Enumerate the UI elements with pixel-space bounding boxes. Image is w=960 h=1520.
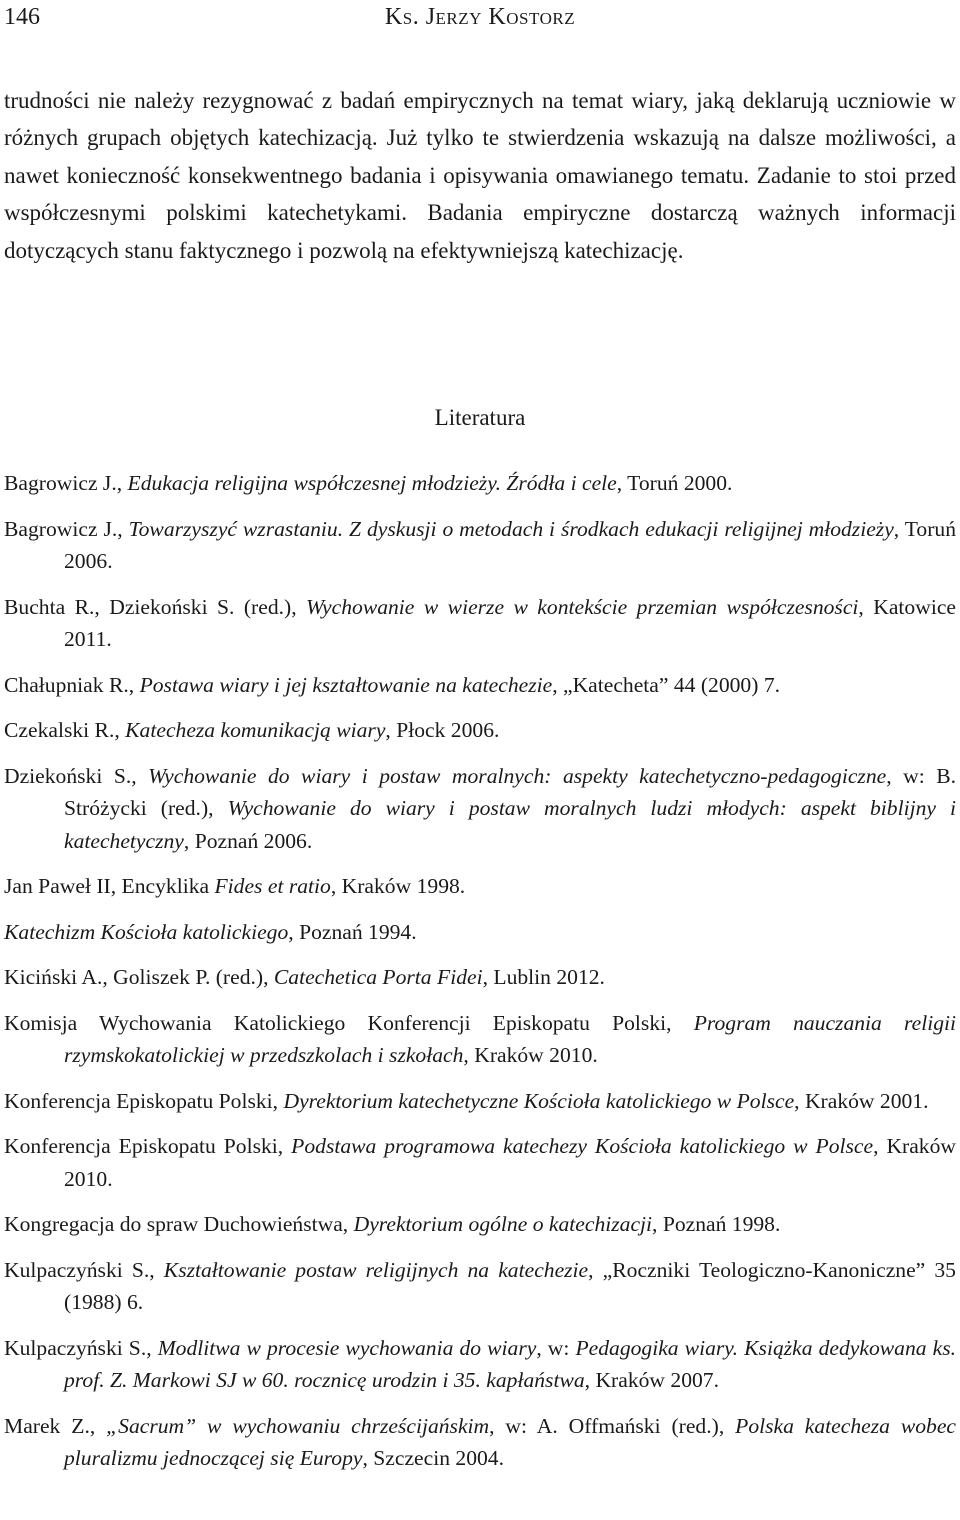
entry-title: „Sacrum” w wychowaniu chrześcijańskim (106, 1413, 490, 1438)
running-head (0, 0, 960, 36)
page-number: 146 (4, 4, 40, 30)
section-heading: Literatura (434, 405, 526, 430)
bibliography-entry (4, 1410, 956, 1475)
entry-title: Pedagogika wiary. Książka dedykowana ks. prof. Z. Markowi SJ w 60. rocznicę urodzin i 35. kapłaństwa (64, 1335, 956, 1392)
entry-text: , Poznań 2006. (183, 828, 313, 853)
entry-text: , w: A. Offmański (red.), (489, 1413, 736, 1438)
entry-title: Wychowanie do wiary i postaw moralnych ludzi młodych: aspekt biblijny i katechetyczny (64, 796, 957, 853)
entry-text: Dziekoński S., (4, 763, 149, 788)
entry-title: Postawa wiary i jej kształtowanie na katechezie (139, 672, 553, 697)
entry-title: Kształtowanie postaw religijnych na katechezie (163, 1257, 589, 1282)
entry-text: , w: (536, 1335, 576, 1360)
bibliography-entry (4, 1332, 956, 1397)
entry-text: , Poznań 1998. (652, 1212, 781, 1236)
entry-title: Wychowanie w wierze w kontekście przemian współczesności (306, 594, 859, 619)
entry-text: Jan Paweł II, Encyklika (4, 874, 215, 898)
entry-text: Konferencja Episkopatu Polski, (4, 1134, 292, 1158)
running-title: Ks. Jerzy Kostorz (384, 4, 576, 30)
entry-title: Modlitwa w procesie wychowania do wiary (157, 1335, 537, 1360)
bibliography-entry (4, 1208, 956, 1241)
entry-text: , w: B. Stróżycki (red.), (64, 763, 956, 820)
body-paragraph: trudności nie należy rezygnować z badań empirycznych na temat wiary, jaką deklarują uczniowie w różnych grupach objętych katechizacją. Już tylko te stwierdzenia wskazują na dalsze możliwości, a nawet konieczność konsekwentnego badania i opisywania omawianego tematu. Zadanie to stoi przed współczesnymi polskimi katechetykami. Badania empiryczne dostarczą ważnych informacji dotyczących stanu faktycznego i pozwolą na efektywniejszą katechizację. (4, 88, 956, 263)
bibliography-entry (4, 591, 956, 656)
entry-title: Dyrektorium ogólne o katechizacji (353, 1212, 653, 1236)
entry-title: Fides et ratio (214, 874, 331, 898)
entry-title: Catechetica Porta Fidei (273, 965, 483, 989)
entry-text: Chałupniak R., (4, 672, 140, 697)
entry-text: Kulpaczyński S., (4, 1335, 158, 1360)
bibliography-entry (4, 1085, 956, 1118)
entry-text: Czekalski R., (4, 718, 126, 742)
entry-text: , „Roczniki Teologiczno-Kanoniczne” 35 (1988) 6. (64, 1257, 956, 1314)
entry-text: , „Katecheta” 44 (2000) 7. (552, 672, 781, 697)
bibliography-entry (4, 1130, 956, 1195)
entry-text: , Toruń 2006. (64, 516, 956, 573)
entry-text: , Szczecin 2004. (362, 1446, 504, 1470)
entry-text: , Poznań 1994. (288, 919, 417, 944)
bibliography-entry (4, 1007, 956, 1072)
bibliography-list (4, 467, 956, 1488)
bibliography-entry (4, 669, 956, 702)
entry-text: Komisja Wychowania Katolickiego Konferencji Episkopatu Polski, (4, 1010, 694, 1035)
entry-text: Buchta R., Dziekoński S. (red.), (4, 594, 307, 619)
entry-title: Dyrektorium katechetyczne Kościoła katolickiego w Polsce (283, 1088, 795, 1113)
entry-text: , Kraków 2007. (584, 1368, 719, 1392)
entry-title: Podstawa programowa katechezy Kościoła katolickiego w Polsce (291, 1134, 874, 1158)
entry-text: , Katowice 2011. (64, 594, 956, 651)
entry-text: Konferencja Episkopatu Polski, (4, 1088, 284, 1113)
bibliography-entry (4, 1254, 956, 1319)
bibliography-entry (4, 961, 956, 994)
entry-text: Kongregacja do spraw Duchowieństwa, (4, 1212, 354, 1236)
bibliography-entry (4, 714, 956, 747)
entry-text: Marek Z., (4, 1413, 107, 1438)
entry-title: Edukacja religijna współczesnej młodzieży. Źródła i cele (127, 471, 617, 495)
entry-text: , Kraków 2001. (794, 1088, 929, 1113)
entry-text: Bagrowicz J., (4, 516, 129, 541)
bibliography-entry (4, 513, 956, 578)
bibliography-entry (4, 916, 956, 949)
entry-text: , Kraków 1998. (330, 874, 466, 898)
entry-title: Katechizm Kościoła katolickiego (4, 919, 289, 944)
entry-text: , Płock 2006. (385, 718, 500, 742)
entry-text: , Kraków 2010. (463, 1043, 598, 1067)
entry-title: Wychowanie do wiary i postaw moralnych: aspekty katechetyczno-pedagogiczne (148, 763, 887, 788)
entry-text: , Kraków 2010. (64, 1134, 956, 1191)
entry-text: Bagrowicz J., (4, 471, 128, 495)
entry-title: Katecheza komunikacją wiary (125, 718, 386, 742)
entry-text: Kiciński A., Goliszek P. (red.), (4, 965, 274, 989)
entry-text: , Toruń 2000. (616, 471, 733, 495)
entry-text: Kulpaczyński S., (4, 1257, 164, 1282)
entry-title: Polska katecheza wobec pluralizmu jednoczącej się Europy (64, 1413, 956, 1470)
entry-text: , Lublin 2012. (482, 965, 605, 989)
bibliography-entry (4, 760, 956, 858)
entry-title: Program nauczania religii rzymskokatolickiej w przedszkolach i szkołach (64, 1010, 956, 1067)
entry-title: Towarzyszyć wzrastaniu. Z dyskusji o metodach i środkach edukacji religijnej młodzieży (128, 516, 894, 541)
bibliography-entry (4, 870, 956, 903)
bibliography-entry (4, 467, 956, 500)
